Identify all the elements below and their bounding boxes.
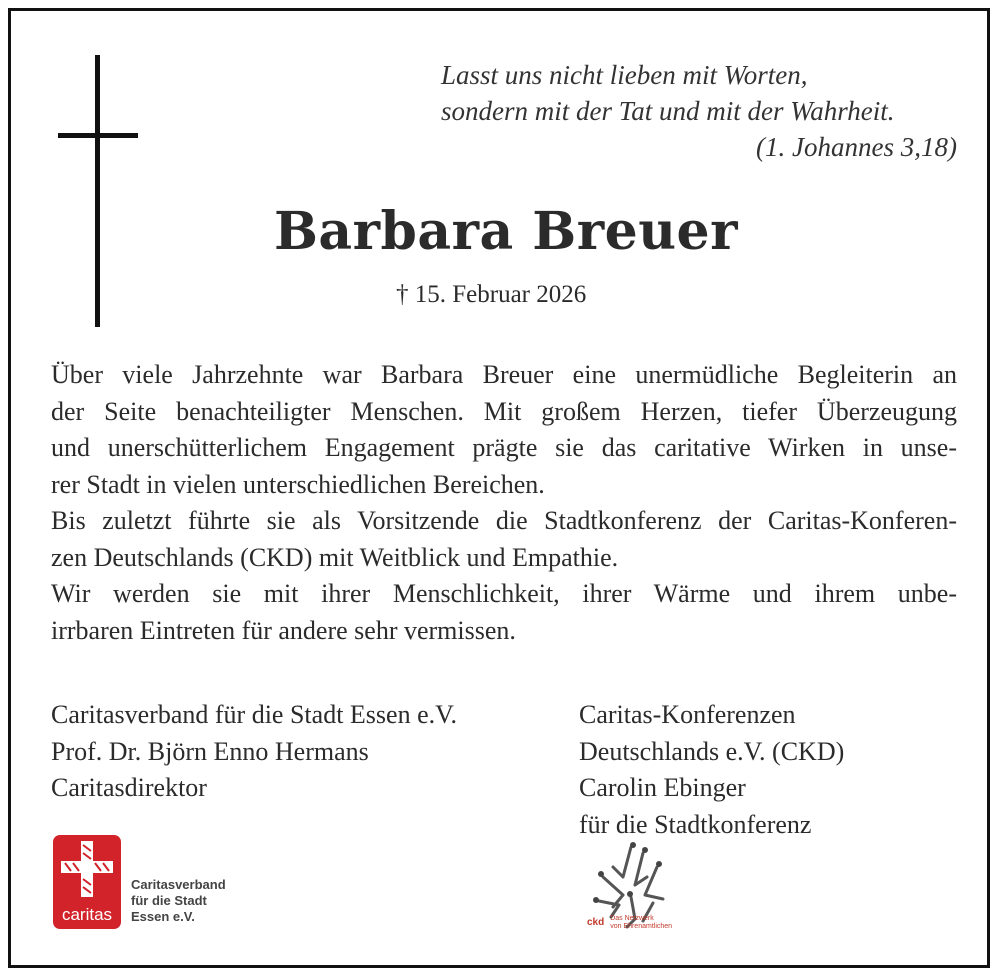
text-line: und unerschütterlichem Engagement prägte sie das caritative Wirken in unse- bbox=[51, 433, 957, 462]
signature-line: Prof. Dr. Björn Enno Hermans bbox=[51, 736, 369, 766]
text-line: Wir werden sie mit ihrer Menschlichkeit, ihrer Wärme und ihrem unbe- bbox=[51, 579, 957, 608]
text-line: Bis zuletzt führte sie als Vorsitzende die Stadtkonferenz der Caritas-Konferen- bbox=[51, 506, 957, 535]
signature-line: Caritasverband für die Stadt Essen e.V. bbox=[51, 700, 458, 729]
deceased-name: Barbara Breuer bbox=[273, 201, 738, 262]
caritas-wordmark: caritas bbox=[61, 905, 113, 924]
obituary-frame bbox=[8, 8, 990, 968]
quote-line-2: sondern mit der Tat und mit der Wahrheit. bbox=[441, 96, 895, 126]
ckd-wordmark: ckd bbox=[587, 916, 605, 928]
text-line: der Seite benachteiligter Menschen. Mit großem Herzen, tiefer Überzeugung bbox=[51, 396, 957, 426]
signature-line: Caritas-Konferenzen bbox=[579, 700, 796, 729]
ckd-logo-line: Das Netzwerk bbox=[610, 915, 654, 922]
text-line: Über viele Jahrzehnte war Barbara Breuer eine unermüdliche Begleiterin an bbox=[51, 360, 957, 389]
bible-quote bbox=[381, 57, 957, 165]
caritas-flame-cross-icon bbox=[53, 835, 121, 907]
cross-icon-horizontal bbox=[58, 133, 138, 138]
text-line: irrbaren Eintreten für andere sehr vermissen. bbox=[51, 615, 516, 645]
caritas-logo-text bbox=[131, 877, 226, 925]
caritas-logo-line: Caritasverband bbox=[131, 877, 226, 892]
quote-line-1: Lasst uns nicht lieben mit Worten, bbox=[441, 60, 808, 90]
text-line: zen Deutschlands (CKD) mit Weitblick und Empathie. bbox=[51, 542, 619, 572]
ckd-logo-line: von Ehrenamtlichen bbox=[610, 923, 673, 930]
text-line: rer Stadt in vielen unterschiedlichen Bereichen. bbox=[51, 469, 545, 499]
obituary-text bbox=[51, 357, 957, 649]
caritas-logo-line: Essen e.V. bbox=[131, 909, 195, 924]
signature-ckd bbox=[579, 697, 844, 843]
signature-line: Caritasdirektor bbox=[51, 773, 207, 802]
caritas-logo bbox=[53, 835, 121, 929]
signature-caritas bbox=[51, 697, 457, 807]
cross-icon-vertical bbox=[95, 55, 100, 327]
signature-line: Carolin Ebinger bbox=[579, 773, 746, 802]
caritas-logo-line: für die Stadt bbox=[131, 893, 207, 908]
ckd-logo-text bbox=[587, 915, 672, 931]
death-date: † 15. Februar 2026 bbox=[396, 281, 587, 308]
signature-line: für die Stadtkonferenz bbox=[579, 809, 812, 839]
quote-reference: (1. Johannes 3,18) bbox=[756, 132, 957, 162]
signature-line: Deutschlands e.V. (CKD) bbox=[579, 736, 845, 766]
